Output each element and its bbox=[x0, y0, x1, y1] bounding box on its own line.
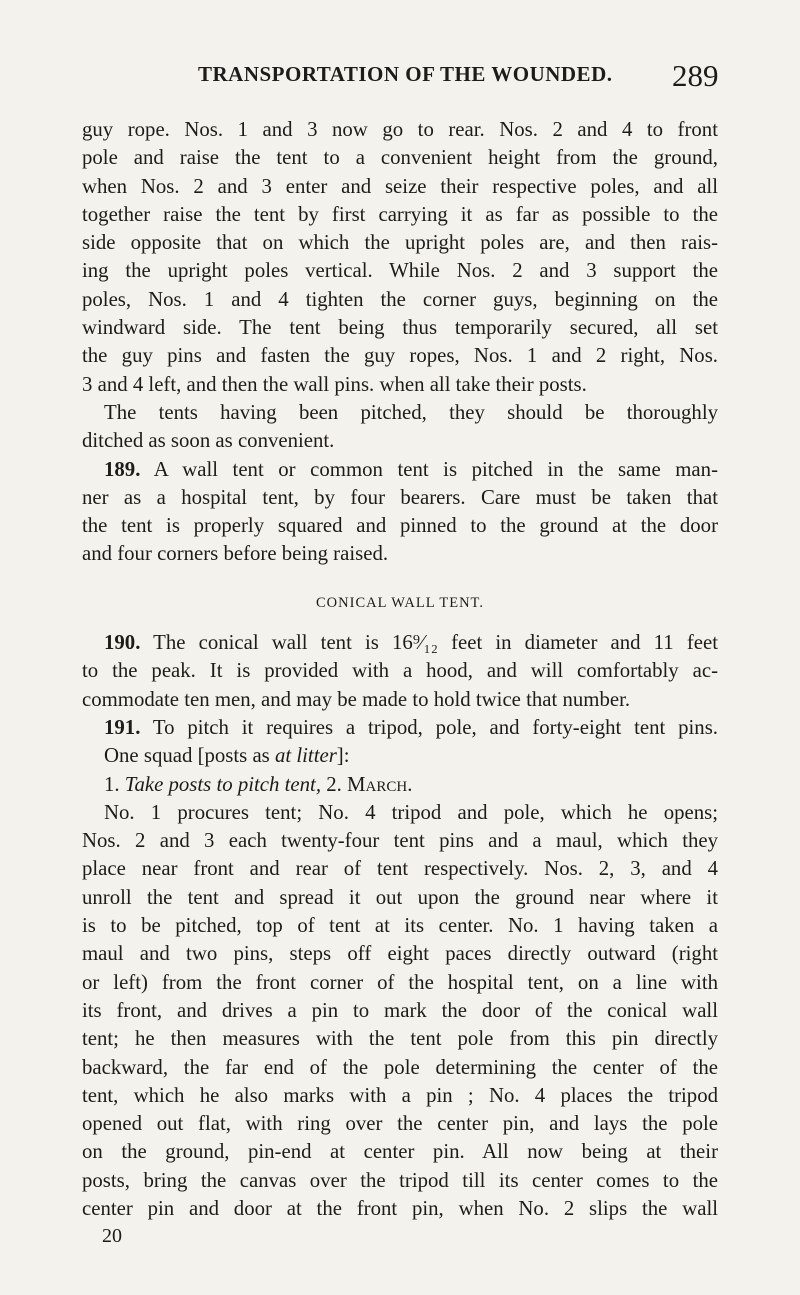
text-span: A wall tent or common tent is pitched in the same man- bbox=[140, 457, 718, 481]
text-line: pole and raise the tent to a convenient height from the ground, bbox=[82, 146, 718, 170]
text-span: One squad [posts as bbox=[104, 744, 275, 768]
text-line: is to be pitched, top of tent at its center. No. 1 having taken a bbox=[82, 914, 718, 938]
command-subhead bbox=[82, 771, 718, 799]
paragraph-procedure bbox=[82, 799, 718, 1223]
text-line: the guy pins and fasten the guy ropes, Nos. 1 and 2 right, Nos. bbox=[82, 344, 718, 368]
text-line bbox=[82, 742, 718, 770]
section-number: 190. bbox=[104, 631, 141, 655]
text-line: place near front and rear of tent respectively. Nos. 2, 3, and 4 bbox=[82, 857, 718, 881]
text-line: posts, bring the canvas over the tripod till its center comes to the bbox=[82, 1168, 718, 1192]
paragraph-189 bbox=[82, 456, 718, 569]
text-span: 1. bbox=[104, 772, 125, 796]
text-line: side opposite that on which the upright poles are, and then rais- bbox=[82, 231, 718, 255]
section-heading: CONICAL WALL TENT. bbox=[316, 594, 484, 611]
text-line: ditched as soon as convenient. bbox=[82, 429, 335, 453]
text-line: ner as a hospital tent, by four bearers. Care must be taken that bbox=[82, 485, 718, 509]
text-line: No. 1 procures tent; No. 4 tripod and pole, which he opens; bbox=[104, 800, 718, 824]
text-span: 2. bbox=[321, 772, 348, 796]
text-line: on the ground, pin-end at center pin. All now being at their bbox=[82, 1140, 718, 1164]
text-line: maul and two pins, steps off eight paces directly outward (right bbox=[82, 942, 718, 966]
paragraph-ditching bbox=[82, 399, 718, 456]
text-line: backward, the far end of the pole determining the center of the bbox=[82, 1055, 718, 1079]
italic-text: at litter bbox=[274, 744, 337, 768]
text-line: Nos. 2 and 3 each twenty-four tent pins and a maul, which they bbox=[82, 829, 718, 853]
smallcaps-text: March. bbox=[347, 772, 413, 796]
text-line: poles, Nos. 1 and 4 tighten the corner guys, beginning on the bbox=[82, 287, 718, 311]
text-line: together raise the tent by first carrying it as far as possible to the bbox=[82, 202, 718, 226]
text-line: The tents having been pitched, they should be thoroughly bbox=[104, 400, 718, 424]
text-line: tent, which he also marks with a pin ; No. 4 places the tripod bbox=[82, 1083, 718, 1107]
signature-mark: 20 bbox=[102, 1225, 122, 1247]
text-line: 3 and 4 left, and then the wall pins. when all take their posts. bbox=[82, 372, 587, 396]
paragraph-191 bbox=[82, 714, 718, 771]
text-line: ing the upright poles vertical. While Nos. 2 and 3 support the bbox=[82, 259, 718, 283]
text-line: opened out flat, with ring over the center pin, and lays the pole bbox=[82, 1112, 718, 1136]
paragraph-190 bbox=[82, 629, 718, 714]
text-span: To pitch it requires a tripod, pole, and forty-eight tent pins. bbox=[140, 715, 718, 739]
text-line: or left) from the front corner of the hospital tent, on a line with bbox=[82, 970, 718, 994]
section-number: 191. bbox=[104, 715, 141, 739]
text-line: unroll the tent and spread it out upon the ground near where it bbox=[82, 885, 718, 909]
running-head: TRANSPORTATION OF THE WOUNDED. bbox=[198, 62, 613, 86]
page-header bbox=[0, 58, 800, 112]
text-line bbox=[82, 456, 718, 484]
text-line: guy rope. Nos. 1 and 3 now go to rear. Nos. 2 and 4 to front bbox=[82, 118, 718, 141]
page-number: 289 bbox=[672, 58, 719, 93]
text-line: tent; he then measures with the tent pole from this pin directly bbox=[82, 1027, 718, 1051]
text-line: to the peak. It is provided with a hood, and will comfortably ac- bbox=[82, 659, 718, 683]
section-number: 189. bbox=[104, 457, 141, 481]
text-line bbox=[82, 629, 718, 657]
text-line: when Nos. 2 and 3 enter and seize their respective poles, and all bbox=[82, 174, 718, 198]
text-line: its front, and drives a pin to mark the door of the conical wall bbox=[82, 998, 718, 1022]
italic-text: Take posts to pitch tent, bbox=[124, 772, 322, 796]
text-line bbox=[82, 714, 718, 742]
text-span: The conical wall tent is 16⁹⁄₁₂ feet in diameter and 11 feet bbox=[140, 631, 718, 655]
text-line: the tent is properly squared and pinned to the ground at the door bbox=[82, 514, 718, 538]
paragraph-continued bbox=[82, 116, 718, 399]
text-span: ]: bbox=[336, 744, 350, 768]
text-line: windward side. The tent being thus temporarily secured, all set bbox=[82, 316, 718, 340]
text-line: center pin and door at the front pin, when No. 2 slips the wall bbox=[82, 1196, 718, 1220]
text-line: and four corners before being raised. bbox=[82, 542, 389, 566]
text-line: commodate ten men, and may be made to hold twice that number. bbox=[82, 687, 631, 711]
body-text bbox=[82, 116, 718, 1223]
